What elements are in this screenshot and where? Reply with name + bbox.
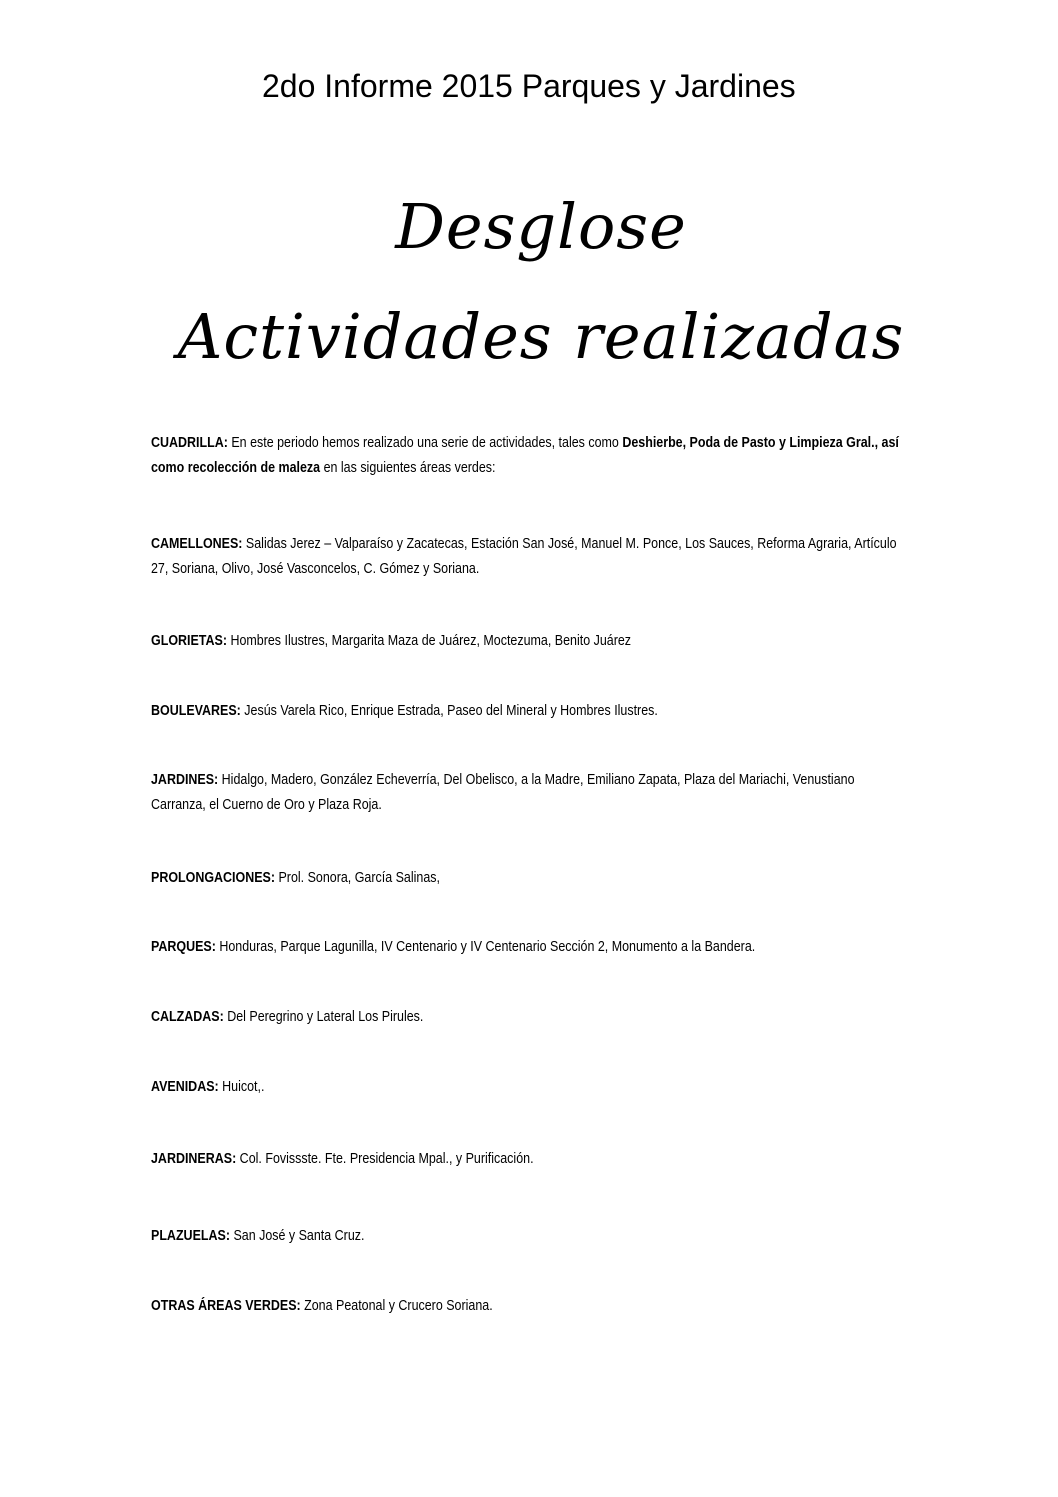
section-label: OTRAS ÁREAS VERDES: (151, 1298, 301, 1314)
section-parques (151, 935, 911, 960)
section-boulevares (151, 699, 911, 724)
report-title: 2do Informe 2015 Parques y Jardines (262, 68, 796, 104)
section-text: San José y Santa Cruz. (229, 1228, 365, 1244)
section-label: JARDINES: (151, 772, 219, 788)
section-text: Hidalgo, Madero, González Echeverría, Del Obelisco, a la Madre, Emiliano Zapata, Plaza del Mariachi, Venustiano Carranza, el Cuerno de Oro y Plaza Roja. (151, 772, 855, 813)
section-label: GLORIETAS: (151, 633, 227, 649)
section-glorietas (151, 629, 911, 654)
section-label: AVENIDAS: (151, 1079, 219, 1095)
section-text: Col. Fovissste. Fte. Presidencia Mpal., y Purificación. (236, 1151, 534, 1167)
section-text: Huicot,. (218, 1079, 265, 1095)
section-text: Jesús Varela Rico, Enrique Estrada, Paseo del Mineral y Hombres Ilustres. (240, 703, 658, 719)
section-jardines (151, 768, 911, 818)
section-text: En este periodo hemos realizado una serie de actividades, tales como (227, 435, 623, 451)
section-label: JARDINERAS: (151, 1151, 237, 1167)
section-camellones (151, 532, 911, 582)
heading-desglose: Desglose (395, 190, 687, 263)
section-text: Zona Peatonal y Crucero Soriana. (300, 1298, 493, 1314)
section-text: Del Peregrino y Lateral Los Pirules. (223, 1009, 424, 1025)
section-text: Prol. Sonora, García Salinas, (275, 870, 440, 886)
section-text: Honduras, Parque Lagunilla, IV Centenario y IV Centenario Sección 2, Monumento a la Bandera. (215, 939, 756, 955)
heading-actividades: Actividades realizadas (177, 300, 905, 373)
section-label: CUADRILLA: (151, 435, 228, 451)
section-label: PROLONGACIONES: (151, 870, 276, 886)
section-avenidas (151, 1075, 911, 1100)
section-text: en las siguientes áreas verdes: (320, 460, 496, 476)
section-label: PLAZUELAS: (151, 1228, 230, 1244)
section-prolongaciones (151, 866, 911, 891)
section-otras-areas-verdes (151, 1294, 911, 1319)
section-calzadas (151, 1005, 911, 1030)
section-text: Hombres Ilustres, Margarita Maza de Juárez, Moctezuma, Benito Juárez (226, 633, 632, 649)
section-label: PARQUES: (151, 939, 216, 955)
section-text: Salidas Jerez – Valparaíso y Zacatecas, Estación San José, Manuel M. Ponce, Los Sauces, Reforma Agraria, Artículo 27, Soriana, Olivo, José Vasconcelos, C. Gómez y Soriana. (151, 536, 897, 577)
section-label: CALZADAS: (151, 1009, 224, 1025)
activities-list: Deshierbe, Poda de Pasto y Limpieza Gral., así como recolección de maleza (151, 435, 899, 476)
section-plazuelas (151, 1224, 911, 1249)
section-label: BOULEVARES: (151, 703, 241, 719)
section-jardineras (151, 1147, 911, 1172)
section-cuadrilla (151, 431, 911, 481)
section-label: CAMELLONES: (151, 536, 243, 552)
